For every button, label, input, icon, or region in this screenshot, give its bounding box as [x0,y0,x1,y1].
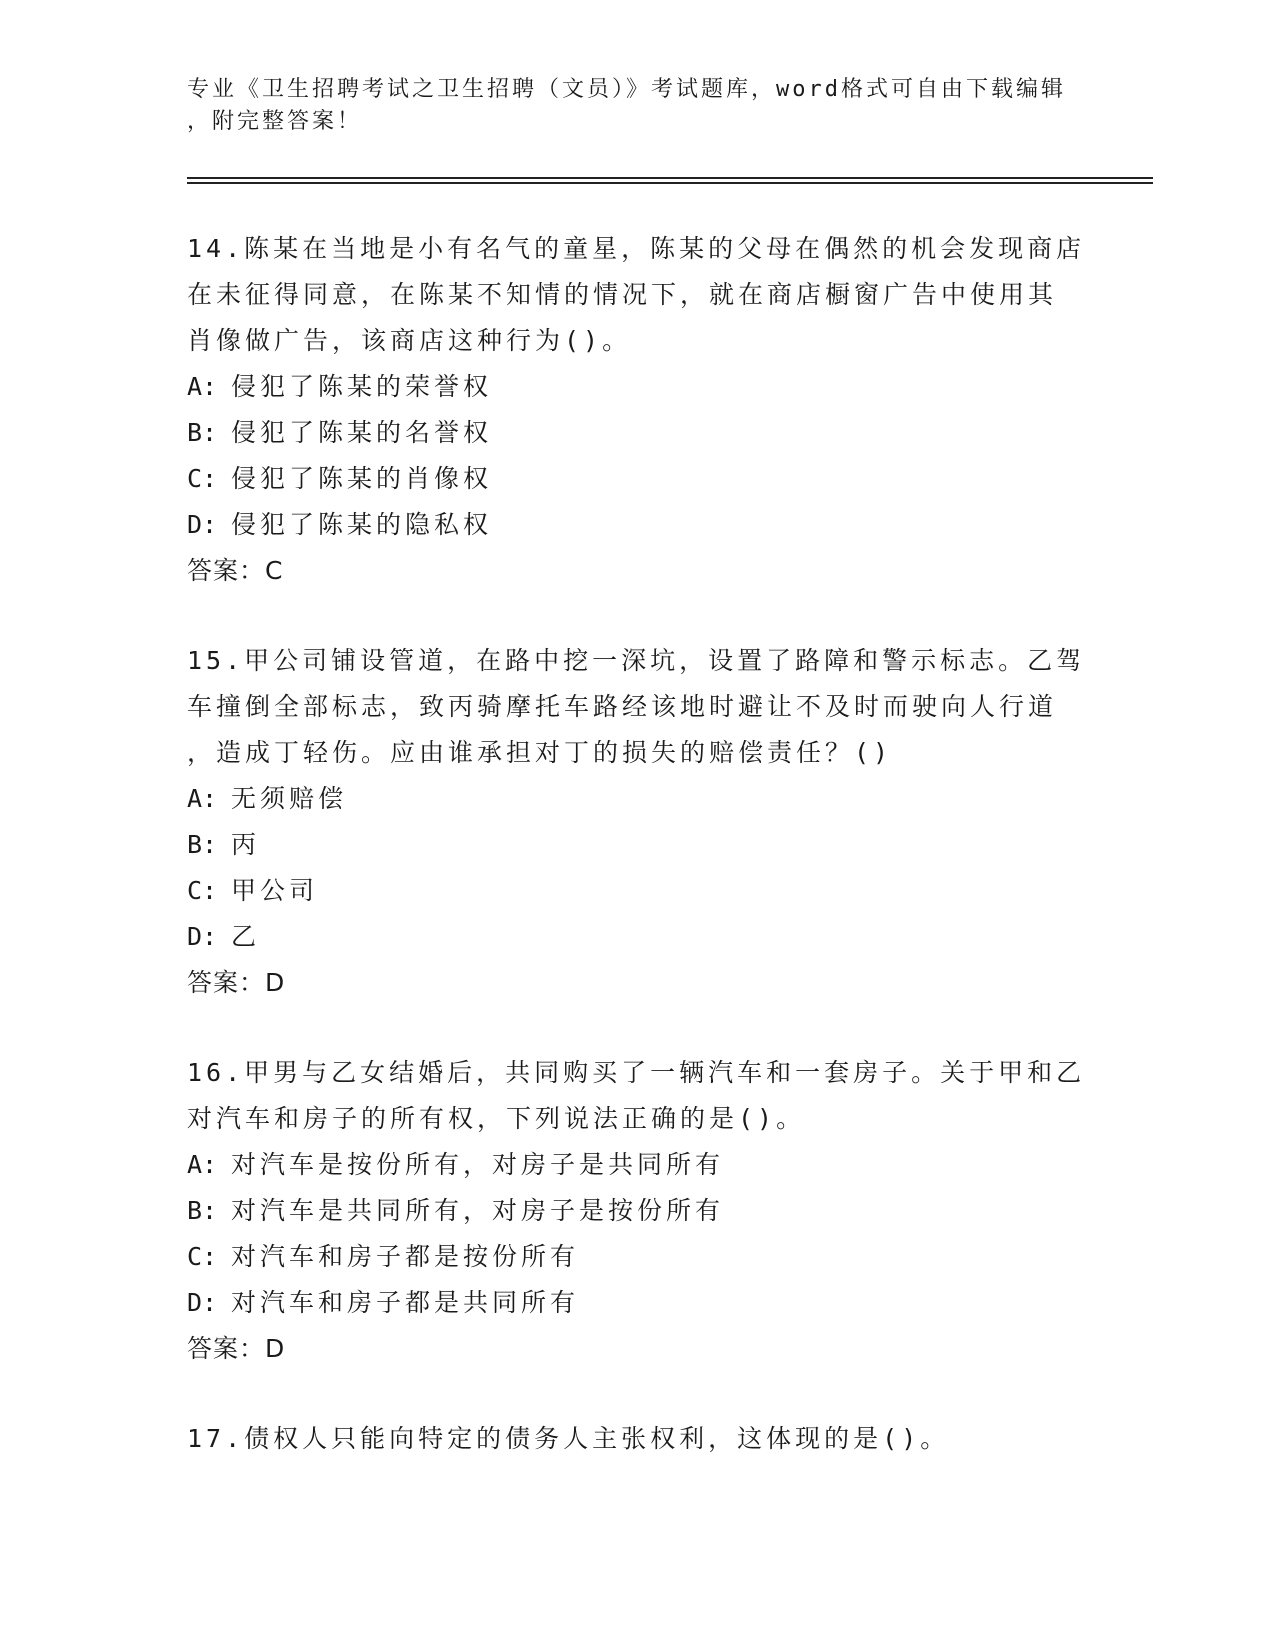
question-text-line: 对汽车和房子的所有权，下列说法正确的是()。 [187,1104,806,1133]
question-text-line: 在未征得同意，在陈某不知情的情况下，就在商店橱窗广告中使用其 [187,280,1058,309]
question-text-line: 15.甲公司铺设管道，在路中挖一深坑，设置了路障和警示标志。乙驾 [187,646,1086,675]
option-text: 无须赔偿 [231,784,348,813]
option-letter: D: [187,510,218,539]
option-d [187,1280,1087,1326]
option-b [187,1188,1087,1234]
option-text: 对汽车和房子都是共同所有 [231,1288,580,1317]
option-a [187,1142,1087,1188]
option-letter: B: [187,418,218,447]
option-letter: C: [187,1242,218,1271]
option-text: 侵犯了陈某的隐私权 [231,510,493,539]
option-text: 对汽车是按份所有，对房子是共同所有 [231,1150,725,1179]
question-text-line: 肖像做广告，该商店这种行为()。 [187,326,632,355]
option-d [187,914,1087,960]
answer-line: 答案：D [187,1334,286,1363]
option-letter: B: [187,1196,218,1225]
option-b [187,822,1087,868]
option-letter: A: [187,1150,218,1179]
question-text-line: 车撞倒全部标志，致丙骑摩托车路经该地时避让不及时而驶向人行道 [187,692,1058,721]
header-line-1: 专业《卫生招聘考试之卫生招聘（文员）》考试题库，word格式可自由下载编辑 [187,77,1066,102]
option-c [187,456,1087,502]
answer-line: 答案：C [187,556,284,585]
option-text: 丙 [231,830,261,859]
option-text: 侵犯了陈某的名誉权 [231,418,493,447]
question-16 [187,1050,1087,1372]
question-text-line: ，造成丁轻伤。应由谁承担对丁的损失的赔偿责任？() [187,738,893,767]
option-letter: A: [187,784,218,813]
option-letter: C: [187,876,218,905]
question-text-line: 16.甲男与乙女结婚后，共同购买了一辆汽车和一套房子。关于甲和乙 [187,1058,1086,1087]
question-15 [187,638,1087,1006]
option-letter: B: [187,830,218,859]
option-text: 侵犯了陈某的肖像权 [231,464,493,493]
option-d [187,502,1087,548]
option-text: 乙 [231,922,261,951]
option-letter: D: [187,922,218,951]
question-14 [187,226,1087,594]
header-line-2: ，附完整答案！ [187,109,363,134]
header-divider-top [187,177,1153,179]
option-letter: C: [187,464,218,493]
option-text: 甲公司 [231,876,319,905]
option-text: 侵犯了陈某的荣誉权 [231,372,493,401]
answer-line: 答案：D [187,968,286,997]
question-text-line: 14.陈某在当地是小有名气的童星，陈某的父母在偶然的机会发现商店 [187,234,1086,263]
option-a [187,364,1087,410]
header-divider-bottom [187,182,1153,184]
question-17 [187,1416,1087,1462]
question-text-line: 17.债权人只能向特定的债务人主张权利，这体现的是()。 [187,1424,950,1453]
document-header [187,74,1087,138]
option-letter: A: [187,372,218,401]
option-b [187,410,1087,456]
option-c [187,868,1087,914]
option-text: 对汽车是共同所有，对房子是按份所有 [231,1196,725,1225]
option-a [187,776,1087,822]
option-letter: D: [187,1288,218,1317]
option-c [187,1234,1087,1280]
option-text: 对汽车和房子都是按份所有 [231,1242,580,1271]
